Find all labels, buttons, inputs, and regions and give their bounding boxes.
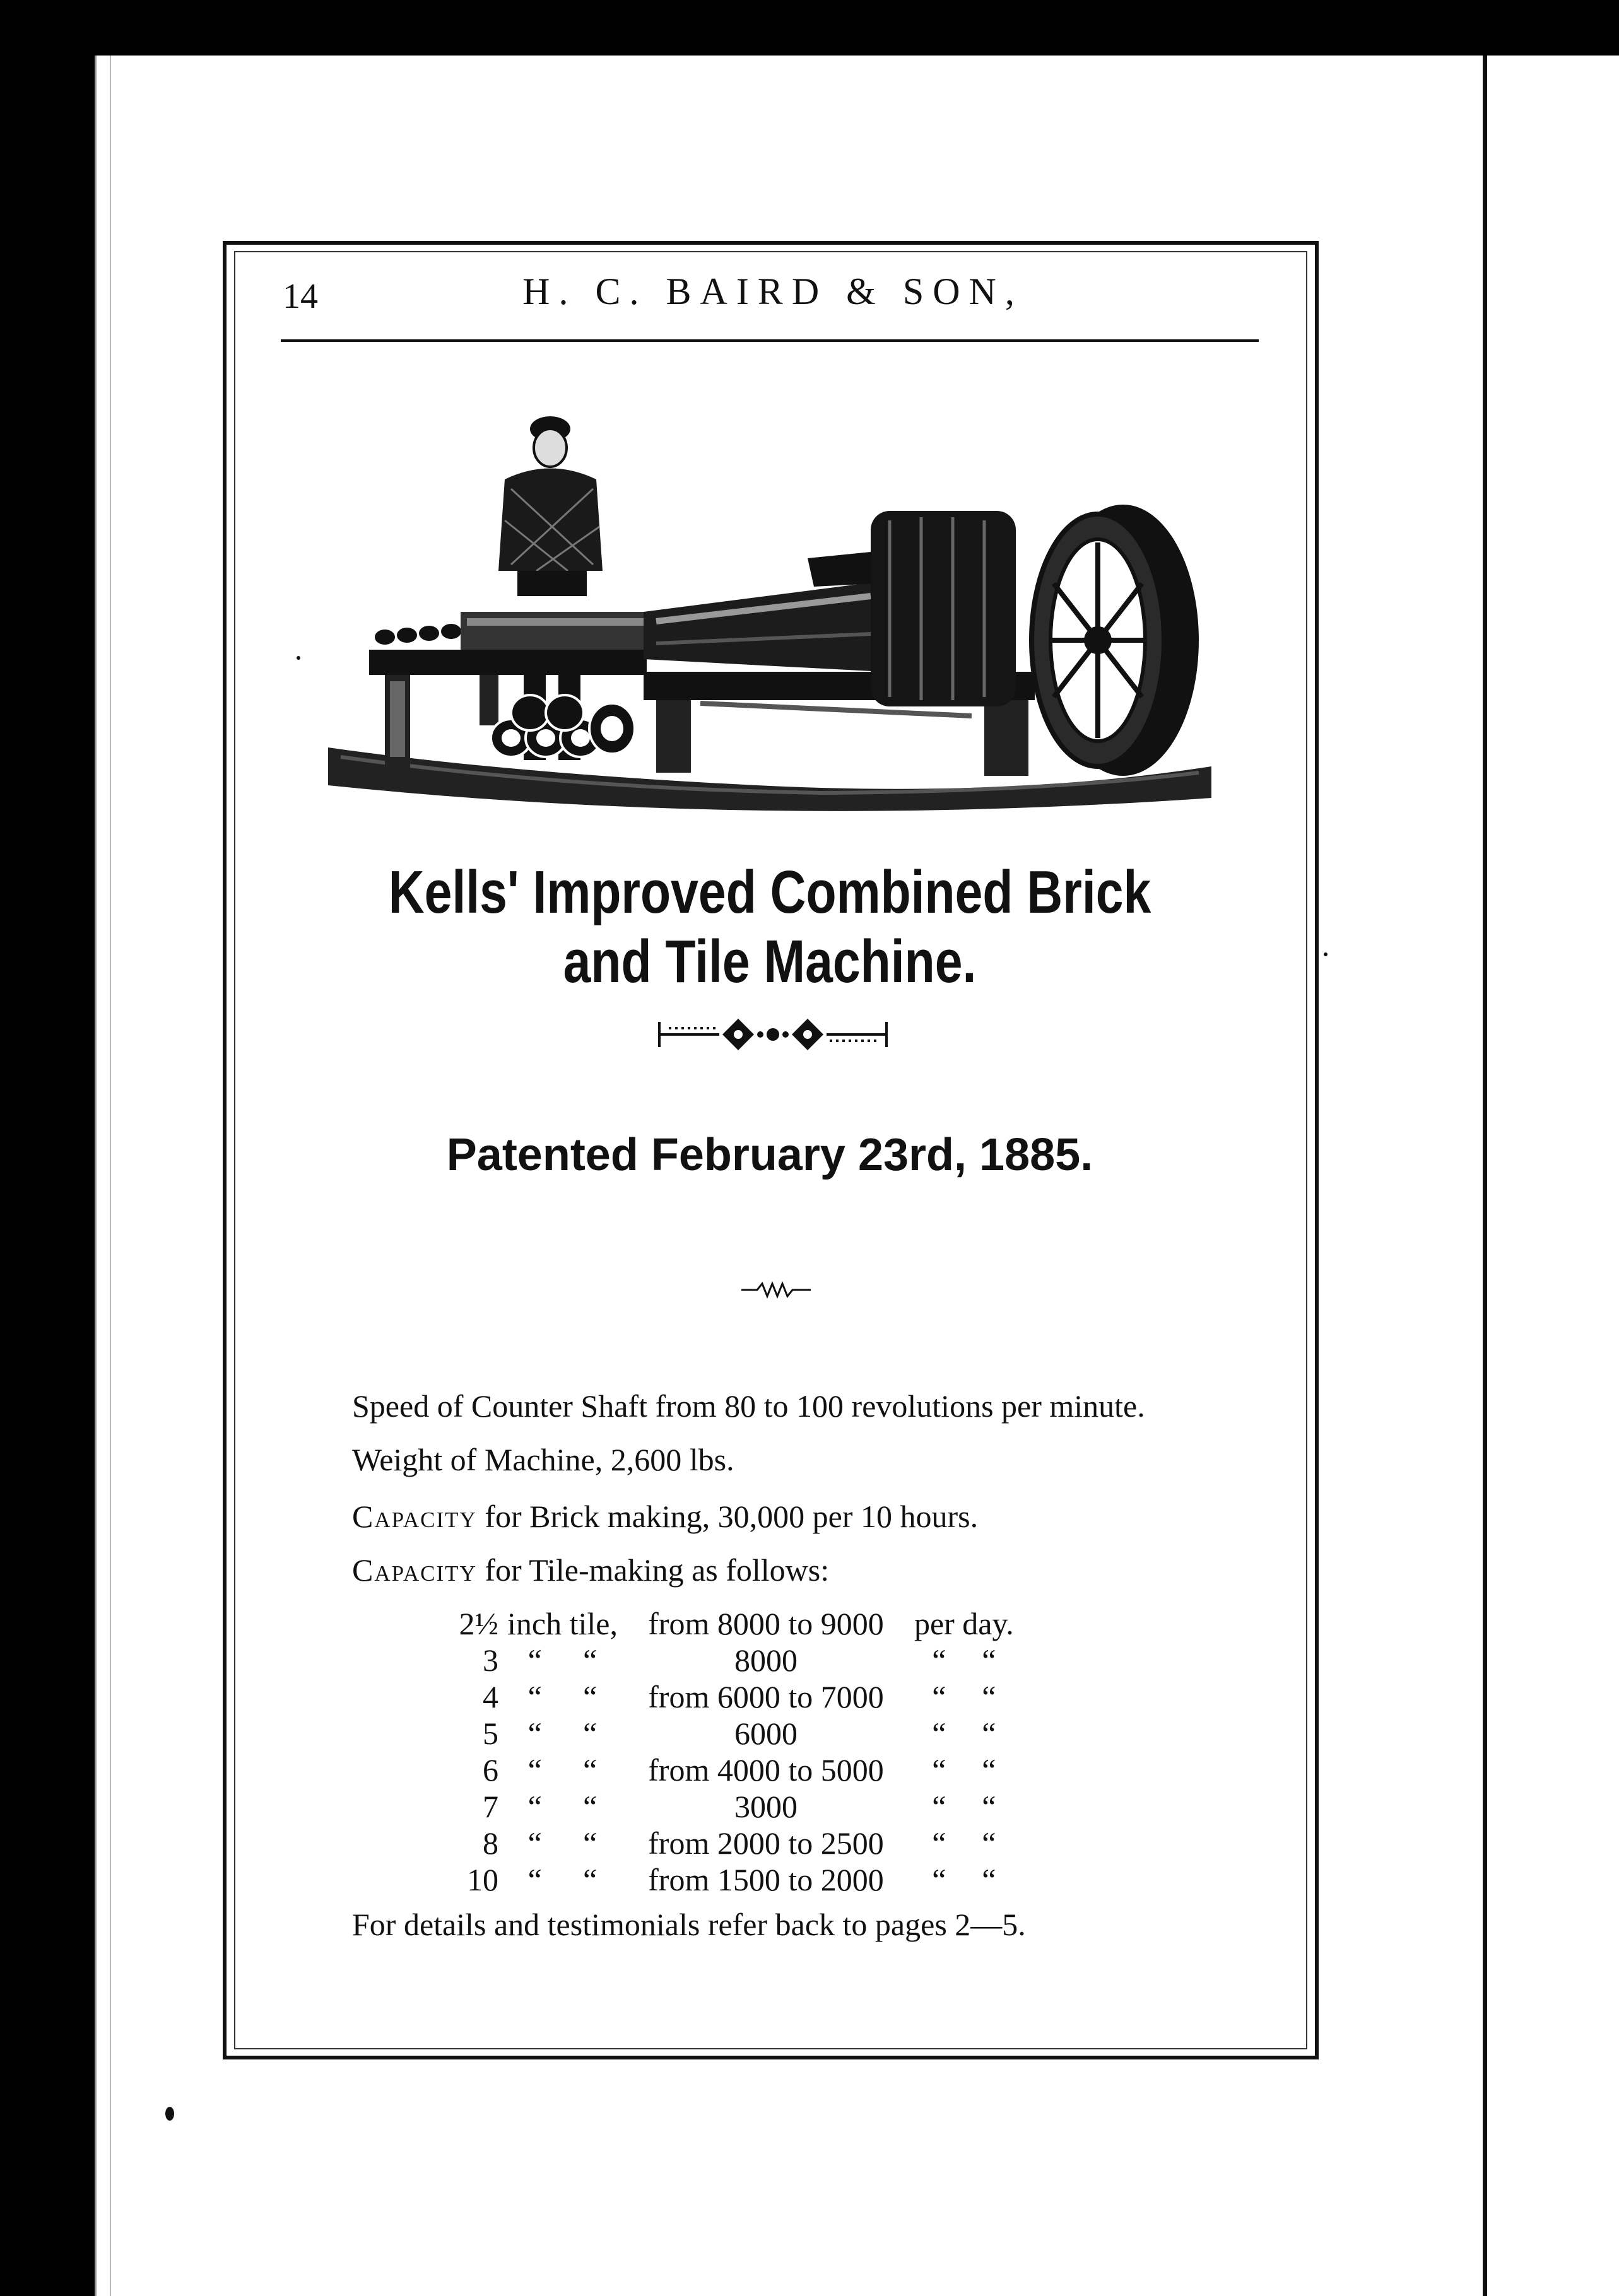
tile-size: 7 [483, 1789, 498, 1824]
spec-weight: Weight of Machine, 2,600 lbs. [352, 1442, 734, 1477]
tile-range: from 1500 to 2000 [648, 1862, 884, 1897]
ditto-mark: “ [583, 1679, 598, 1714]
spec-brick-capacity [352, 1498, 978, 1535]
ditto-mark: “ [527, 1825, 542, 1861]
table-row [442, 1605, 1014, 1642]
tile-per: per day. [914, 1606, 1014, 1641]
squiggle-divider-icon [738, 1277, 814, 1303]
ditto-mark: “ [932, 1643, 946, 1678]
ditto-mark: “ [932, 1679, 946, 1714]
ditto-mark: “ [932, 1716, 946, 1751]
tile-range: from 6000 to 7000 [648, 1679, 884, 1714]
header-rule [281, 339, 1259, 342]
ditto-mark: “ [527, 1752, 542, 1788]
tile-size: 8 [483, 1825, 498, 1861]
brick-tile-machine-engraving-icon [315, 394, 1237, 823]
table-row [442, 1788, 1014, 1825]
spec-tile-capacity [352, 1552, 829, 1588]
tile-size: 6 [483, 1752, 498, 1788]
adjacent-page [1483, 56, 1619, 2296]
running-head: H. C. BAIRD & SON, [522, 271, 1023, 312]
brick-capacity-text: for Brick making, 30,000 per 10 hours. [476, 1499, 979, 1534]
tile-capacity-table [442, 1605, 1014, 1898]
scan-speck [1324, 952, 1328, 956]
ditto-mark: “ [932, 1862, 946, 1897]
page-edge [95, 56, 111, 2296]
table-row [442, 1825, 1014, 1861]
tile-size: 3 [483, 1643, 498, 1678]
tile-size: 4 [483, 1679, 498, 1714]
ditto-mark: “ [583, 1825, 598, 1861]
table-row [442, 1678, 1014, 1715]
ditto-mark: “ [583, 1752, 598, 1788]
footer-reference: For details and testimonials refer back to pages 2—5. [352, 1907, 1026, 1942]
ditto-mark: “ [583, 1862, 598, 1897]
ditto-mark: “ [583, 1643, 598, 1678]
tile-range: from 2000 to 2500 [648, 1825, 884, 1861]
ditto-mark: “ [527, 1862, 542, 1897]
ditto-mark: “ [982, 1752, 996, 1788]
decorative-ornament-icon [656, 1009, 890, 1060]
ditto-mark: “ [982, 1716, 996, 1751]
ditto-mark: “ [982, 1862, 996, 1897]
tile-size: 5 [483, 1716, 498, 1751]
ditto-mark: “ [527, 1789, 542, 1824]
tile-range: 8000 [734, 1643, 798, 1678]
table-row [442, 1642, 1014, 1678]
tile-unit: inch tile, [507, 1606, 618, 1641]
tile-range: from 8000 to 9000 [648, 1606, 884, 1641]
scan-speck [165, 2107, 174, 2121]
ditto-mark: “ [932, 1752, 946, 1788]
scan-speck [297, 656, 300, 660]
spec-speed: Speed of Counter Shaft from 80 to 100 revolutions per minute. [352, 1388, 1145, 1424]
ditto-mark: “ [982, 1643, 996, 1678]
table-row [442, 1715, 1014, 1752]
ditto-mark: “ [527, 1716, 542, 1751]
ditto-mark: “ [982, 1789, 996, 1824]
tile-range: from 4000 to 5000 [648, 1752, 884, 1788]
capacity-label: Capacity [352, 1552, 477, 1588]
table-row [442, 1861, 1014, 1898]
tile-capacity-text: for Tile-making as follows: [476, 1552, 830, 1588]
tile-range: 6000 [734, 1716, 798, 1751]
ditto-mark: “ [932, 1789, 946, 1824]
page-number: 14 [283, 277, 318, 316]
ditto-mark: “ [527, 1679, 542, 1714]
ditto-mark: “ [583, 1789, 598, 1824]
tile-range: 3000 [734, 1789, 798, 1824]
ditto-mark: “ [982, 1825, 996, 1861]
ditto-mark: “ [932, 1825, 946, 1861]
patent-date: Patented February 23rd, 1885. [446, 1130, 1093, 1180]
tile-size: 10 [467, 1862, 498, 1897]
capacity-label: Capacity [352, 1499, 477, 1534]
ditto-mark: “ [583, 1716, 598, 1751]
ditto-mark: “ [527, 1643, 542, 1678]
machine-title: Kells' Improved Combined Brick and Tile Machine. [388, 858, 1151, 995]
tile-size: 2½ [459, 1606, 498, 1641]
table-row [442, 1752, 1014, 1788]
ditto-mark: “ [982, 1679, 996, 1714]
